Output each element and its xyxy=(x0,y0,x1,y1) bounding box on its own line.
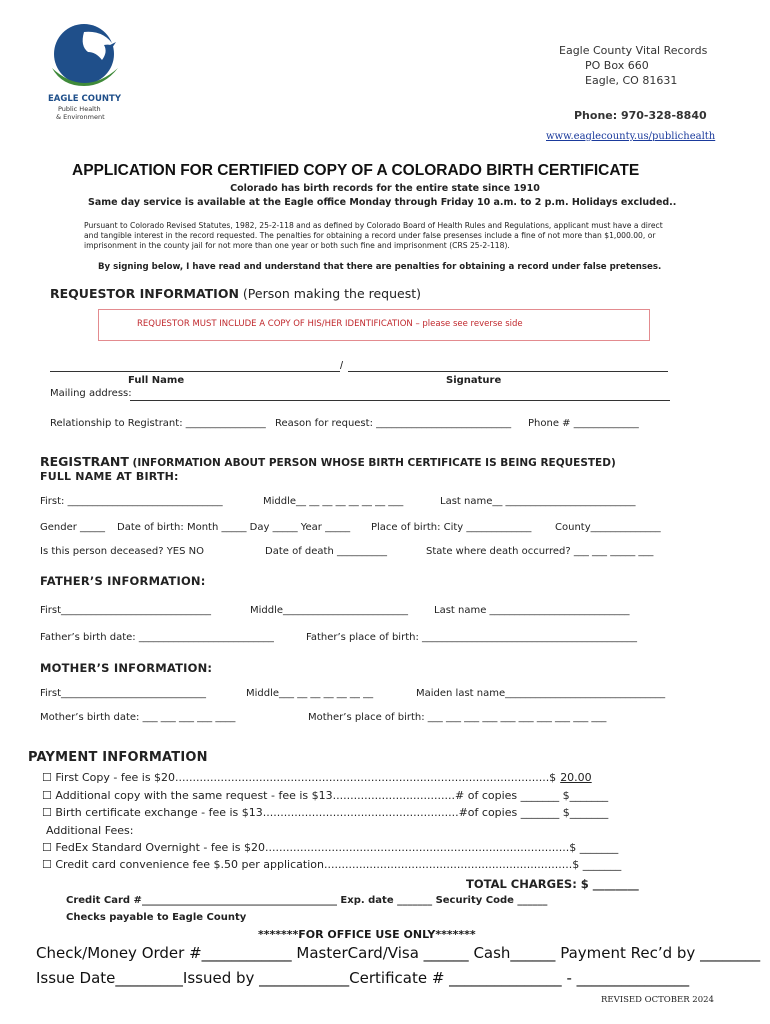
father-middle-field[interactable]: Middle_________________________ xyxy=(250,605,409,616)
registrant-heading xyxy=(40,451,616,470)
father-first-field[interactable]: First______________________________ xyxy=(40,605,212,616)
office-use-heading: *******FOR OFFICE USE ONLY******* xyxy=(258,928,476,941)
county-field[interactable]: County______________ xyxy=(555,522,661,533)
requestor-heading xyxy=(50,286,421,301)
page-title: APPLICATION FOR CERTIFIED COPY OF A COLORADO BIRTH CERTIFICATE xyxy=(72,162,640,179)
registrant-last-field[interactable]: Last name__ __________________________ xyxy=(440,496,636,507)
city-address: Eagle, CO 81631 xyxy=(585,74,678,87)
mother-middle-field[interactable]: Middle___ __ __ __ __ __ __ xyxy=(246,688,374,699)
mother-birth-place-field[interactable]: Mother’s place of birth: ___ ___ ___ ___ ___ ___ ___ ___ ___ ___ xyxy=(308,712,607,723)
requestor-heading-label: REQUESTOR INFORMATION xyxy=(50,286,239,301)
checks-payable: Checks payable to Eagle County xyxy=(66,912,247,923)
subtitle-records: Colorado has birth records for the entire state since 1910 xyxy=(230,183,540,194)
revised-date: REVISED OCTOBER 2024 xyxy=(601,995,714,1005)
subtitle-same-day: Same day service is available at the Eagle office Monday through Friday 10 a.m. to 2 p.m. Holidays excluded.. xyxy=(88,197,677,208)
eagle-logo-icon xyxy=(44,18,132,96)
registrant-heading-label: REGISTRANT xyxy=(40,454,129,469)
first-copy-label: ☐ First Copy - fee is $20...........................................................................................................$ xyxy=(42,771,557,784)
office-name: Eagle County Vital Records xyxy=(559,44,708,57)
cc-fee-line[interactable]: ☐ Credit card convenience fee $.50 per application.......................................................................$ _______ xyxy=(42,858,622,871)
full-name-label: Full Name xyxy=(128,375,185,386)
logo-text-environment: & Environment xyxy=(56,113,105,121)
logo-text-public-health: Public Health xyxy=(58,105,101,113)
reason-field[interactable]: Reason for request: ___________________________ xyxy=(275,418,512,429)
po-box: PO Box 660 xyxy=(585,59,649,72)
mailing-address-line[interactable] xyxy=(130,400,670,401)
first-copy-line[interactable] xyxy=(42,771,592,784)
father-birth-date-field[interactable]: Father’s birth date: ___________________________ xyxy=(40,632,274,643)
office-use-line-1[interactable]: Check/Money Order #____________ MasterCard/Visa ______ Cash______ Payment Rec’d by ________ xyxy=(36,944,761,962)
exchange-line[interactable]: ☐ Birth certificate exchange - fee is $13........................................................#of copies _______ $_______ xyxy=(42,806,609,819)
mother-heading: MOTHER’S INFORMATION: xyxy=(40,661,213,675)
signature-line[interactable] xyxy=(348,371,668,372)
first-copy-amount: 20.00 xyxy=(560,771,592,784)
registrant-first-field[interactable]: First: _______________________________ xyxy=(40,496,223,507)
mother-maiden-field[interactable]: Maiden last name________________________________ xyxy=(416,688,666,699)
requestor-heading-suffix: (Person making the request) xyxy=(238,286,422,301)
signature-label: Signature xyxy=(446,375,502,386)
credit-card-line[interactable]: Credit Card #_______________________________________ Exp. date _______ Security Code ______ xyxy=(66,895,548,906)
date-of-death-field[interactable]: Date of death __________ xyxy=(265,546,387,557)
registrant-heading-suffix: (INFORMATION ABOUT PERSON WHOSE BIRTH CERTIFICATE IS BEING REQUESTED) xyxy=(128,457,616,469)
relationship-field[interactable]: Relationship to Registrant: ________________ xyxy=(50,418,266,429)
full-name-line[interactable] xyxy=(50,371,340,372)
eagle-county-logo xyxy=(44,18,132,122)
fedex-line[interactable]: ☐ FedEx Standard Overnight - fee is $20.......................................................................................$ _______ xyxy=(42,841,619,854)
name-signature-slash: / xyxy=(340,360,344,372)
website-link[interactable]: www.eaglecounty.us/publichealth xyxy=(546,131,716,142)
father-last-field[interactable]: Last name ____________________________ xyxy=(434,605,630,616)
total-charges[interactable]: TOTAL CHARGES: $ ________ xyxy=(466,877,639,891)
payment-heading: PAYMENT INFORMATION xyxy=(28,750,208,765)
additional-fees-label: Additional Fees: xyxy=(46,824,134,837)
signing-statement: By signing below, I have read and understand that there are penalties for obtaining a record under false pretenses. xyxy=(98,262,662,272)
full-name-at-birth-heading: FULL NAME AT BIRTH: xyxy=(40,470,179,483)
father-birth-place-field[interactable]: Father’s place of birth: ___________________________________________ xyxy=(306,632,637,643)
legal-text: Pursuant to Colorado Revised Statutes, 1982, 25-2-118 and as defined by Colorado Board of Health Rules and Regulations, applicant must have a direct and tangible interest in the record requested. The penalties for obtaining a record under false presenses include a fine of not more than $1,000.00, or imprisonment in the county jail for not more than one year or both such fine and imprisonment (CRS 25-2-118). xyxy=(84,221,663,250)
logo-text-eagle-county: EAGLE COUNTY xyxy=(48,94,121,104)
mother-birth-date-field[interactable]: Mother’s birth date: ___ ___ ___ ___ ____ xyxy=(40,712,236,723)
phone-number: Phone: 970-328-8840 xyxy=(574,109,707,122)
requestor-id-notice-text: REQUESTOR MUST INCLUDE A COPY OF HIS/HER IDENTIFICATION – please see reverse side xyxy=(137,319,523,329)
additional-copy-line[interactable]: ☐ Additional copy with the same request - fee is $13...................................# of copies _______ $_______ xyxy=(42,789,609,802)
office-use-line-2[interactable]: Issue Date_________Issued by ____________Certificate # _______________ - _______________ xyxy=(36,969,690,987)
registrant-middle-field[interactable]: Middle__ __ __ __ __ __ __ ___ xyxy=(263,496,404,507)
requestor-id-notice xyxy=(98,309,650,341)
dob-field[interactable]: Date of birth: Month _____ Day _____ Year _____ xyxy=(117,522,351,533)
mother-first-field[interactable]: First_____________________________ xyxy=(40,688,207,699)
state-of-death-field[interactable]: State where death occurred? ___ ___ _____ ___ xyxy=(426,546,654,557)
mailing-address-label: Mailing address: xyxy=(50,388,132,399)
place-of-birth-field[interactable]: Place of birth: City _____________ xyxy=(371,522,532,533)
father-heading: FATHER’S INFORMATION: xyxy=(40,574,206,588)
deceased-field[interactable]: Is this person deceased? YES NO xyxy=(40,546,204,557)
gender-field[interactable]: Gender _____ xyxy=(40,522,106,533)
phone-field[interactable]: Phone # _____________ xyxy=(528,418,639,429)
